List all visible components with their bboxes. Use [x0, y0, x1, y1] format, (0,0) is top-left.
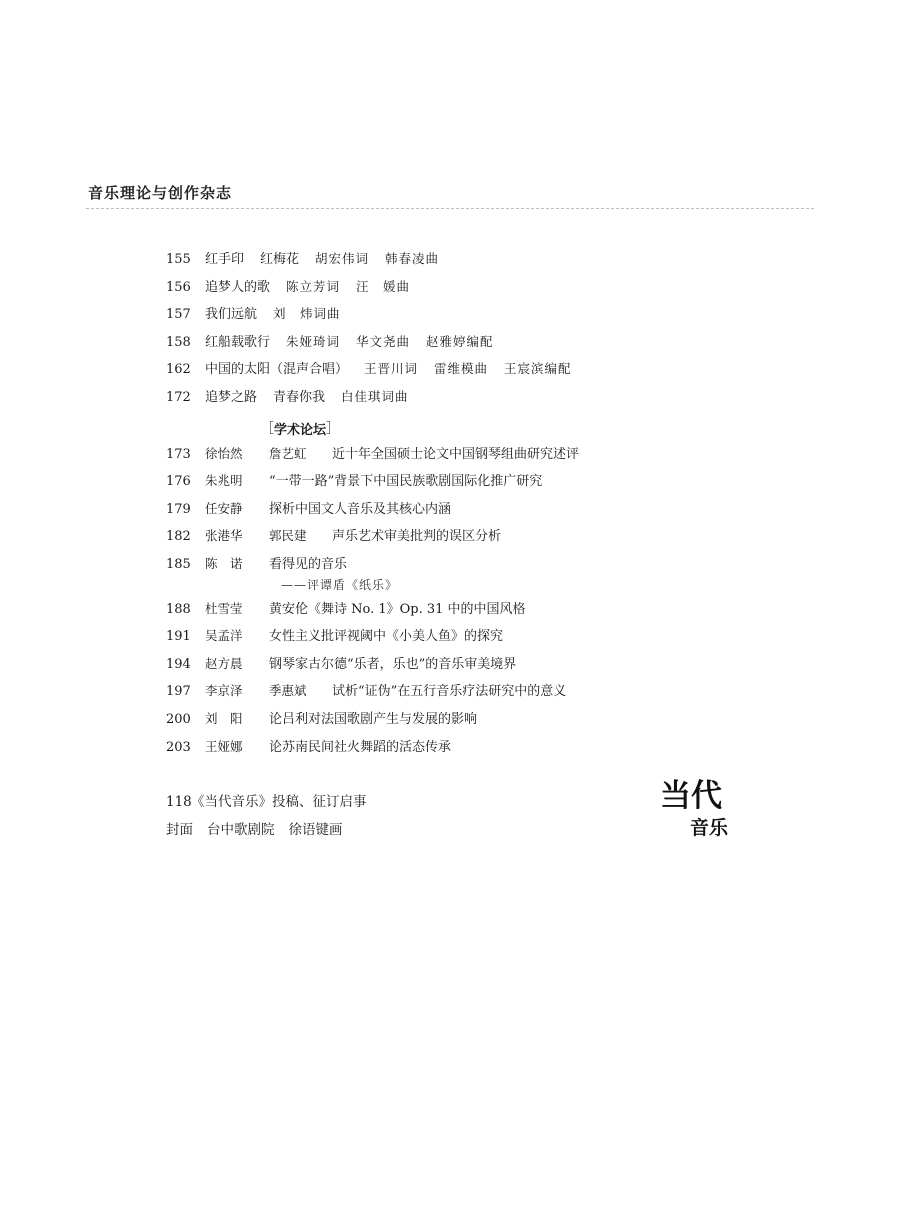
- notice-entry[interactable]: [166, 790, 367, 818]
- lyricist: 胡宏伟词: [315, 251, 370, 266]
- author: 朱兆明: [205, 473, 243, 489]
- lyricist: 朱娅琦词: [286, 333, 341, 349]
- song-title: 追梦之路: [205, 389, 258, 405]
- song-title: 中国的太阳（混声合唱）: [205, 362, 349, 378]
- song-title: 追梦人的歌: [205, 279, 271, 295]
- song-title: 青春你我: [273, 389, 326, 405]
- page-number: 200: [166, 711, 191, 727]
- composer: 雷维模曲: [434, 361, 489, 377]
- lyricist: 陈立芳词: [286, 278, 341, 294]
- toc-entry[interactable]: [166, 680, 766, 708]
- lyricist: 王晋川词: [364, 361, 419, 377]
- article-title: 探析中国文人音乐及其核心内涵: [269, 501, 452, 517]
- page-number: 179: [166, 501, 191, 517]
- page-number: 157: [166, 307, 191, 323]
- cover-label: 封面: [166, 822, 193, 838]
- page-number: 118: [166, 794, 192, 810]
- toc-entry[interactable]: [166, 625, 766, 653]
- logo-line-2: 音乐: [690, 817, 729, 838]
- bracket-close: ］: [326, 421, 341, 438]
- article-title: 黄安伦《舞诗 No. 1》Op. 31 中的中国风格: [269, 601, 526, 617]
- author: 张港华: [205, 528, 243, 544]
- composer: 华文尧曲: [356, 333, 411, 349]
- page-number: 203: [166, 739, 191, 755]
- page-number: 162: [166, 362, 191, 378]
- notice-text: 《当代音乐》投稿、征订启事: [191, 794, 367, 810]
- composer: 韩春凌曲: [385, 251, 440, 266]
- toc-entry[interactable]: [166, 303, 766, 331]
- toc-entry[interactable]: [166, 708, 766, 736]
- toc-entry[interactable]: [166, 498, 766, 526]
- page-number: 191: [166, 629, 191, 645]
- author: 徐怡然: [205, 445, 243, 461]
- bracket-open: ［: [260, 421, 274, 438]
- author: 李京泽: [205, 683, 243, 699]
- cover-credit: 徐语键画: [288, 822, 343, 838]
- page-number: 172: [166, 389, 191, 405]
- logo-line-1: 当代: [660, 778, 722, 814]
- arranger: 王宸滨编配: [504, 361, 572, 377]
- article-title: 声乐艺术审美批判的误区分析: [332, 529, 502, 545]
- article-title: 看得见的音乐: [269, 556, 348, 572]
- article-subtitle-row: [166, 576, 766, 598]
- toc-entry[interactable]: [166, 276, 766, 304]
- toc-entry[interactable]: [166, 598, 766, 626]
- page-number: 197: [166, 684, 191, 700]
- toc-entry[interactable]: [166, 358, 766, 386]
- song-title: 红梅花: [260, 252, 300, 267]
- article-title: 论吕利对法国歌剧产生与发展的影响: [269, 711, 478, 727]
- section-label: 学术论坛: [274, 422, 327, 438]
- page-number: 176: [166, 474, 191, 490]
- journal-header-title: 音乐理论与创作杂志: [88, 184, 233, 202]
- section-heading: [166, 414, 766, 443]
- article-title: 女性主义批评视阈中《小美人鱼》的探究: [269, 629, 504, 645]
- cover-title: 台中歌剧院: [207, 822, 275, 838]
- page-number: 156: [166, 279, 191, 295]
- author: 詹艺虹: [269, 445, 307, 461]
- page-number: 182: [166, 529, 191, 545]
- article-title: “一带一路”背景下中国民族歌剧国际化推广研究: [269, 474, 543, 490]
- page-number: 185: [166, 556, 191, 572]
- footer-notes: [166, 790, 367, 846]
- song-title: 红手印: [205, 252, 245, 267]
- page-number: 158: [166, 334, 191, 350]
- toc-entry[interactable]: [166, 386, 766, 414]
- page-number: 155: [166, 252, 191, 267]
- author: 季惠斌: [269, 683, 307, 699]
- article-subtitle: ——评谭盾《纸乐》: [281, 577, 399, 592]
- author: 郭民建: [269, 528, 307, 544]
- cover-credit-entry: [166, 818, 367, 846]
- journal-calligraphy-logo: [660, 776, 742, 838]
- toc-entry[interactable]: [166, 248, 766, 276]
- toc-entry[interactable]: [166, 331, 766, 359]
- article-title: 近十年全国硕士论文中国钢琴组曲研究述评: [332, 446, 580, 462]
- article-title: 钢琴家古尔德“乐者，乐也”的音乐审美境界: [269, 656, 517, 672]
- page-number: 188: [166, 601, 191, 617]
- page-number: 194: [166, 656, 191, 672]
- toc-entry[interactable]: [166, 653, 766, 681]
- lyricist-composer: 白佳琪词曲: [341, 388, 409, 404]
- song-title: 红船载歌行: [205, 334, 271, 350]
- toc-entry[interactable]: [166, 470, 766, 498]
- author: 陈 诺: [205, 555, 243, 571]
- author: 杜雪莹: [205, 600, 243, 616]
- arranger: 赵雅婷编配: [426, 333, 494, 349]
- author: 任安静: [205, 500, 243, 516]
- song-title: 我们远航: [205, 307, 258, 323]
- author: 吴孟洋: [205, 628, 243, 644]
- author: 刘 阳: [205, 710, 243, 726]
- toc-entry[interactable]: [166, 443, 766, 471]
- table-of-contents: [166, 248, 766, 763]
- toc-entry[interactable]: [166, 736, 766, 764]
- lyricist-composer: 刘 炜词曲: [273, 306, 341, 322]
- composer: 汪 媛曲: [356, 278, 411, 294]
- page-number: 173: [166, 446, 191, 462]
- article-title: 试析“证伪”在五行音乐疗法研究中的意义: [332, 684, 567, 700]
- author: 赵方晨: [205, 655, 243, 671]
- toc-entry[interactable]: [166, 525, 766, 553]
- author: 王娅娜: [205, 738, 243, 754]
- header-divider: [86, 208, 814, 209]
- article-title: 论苏南民间社火舞蹈的活态传承: [269, 739, 452, 755]
